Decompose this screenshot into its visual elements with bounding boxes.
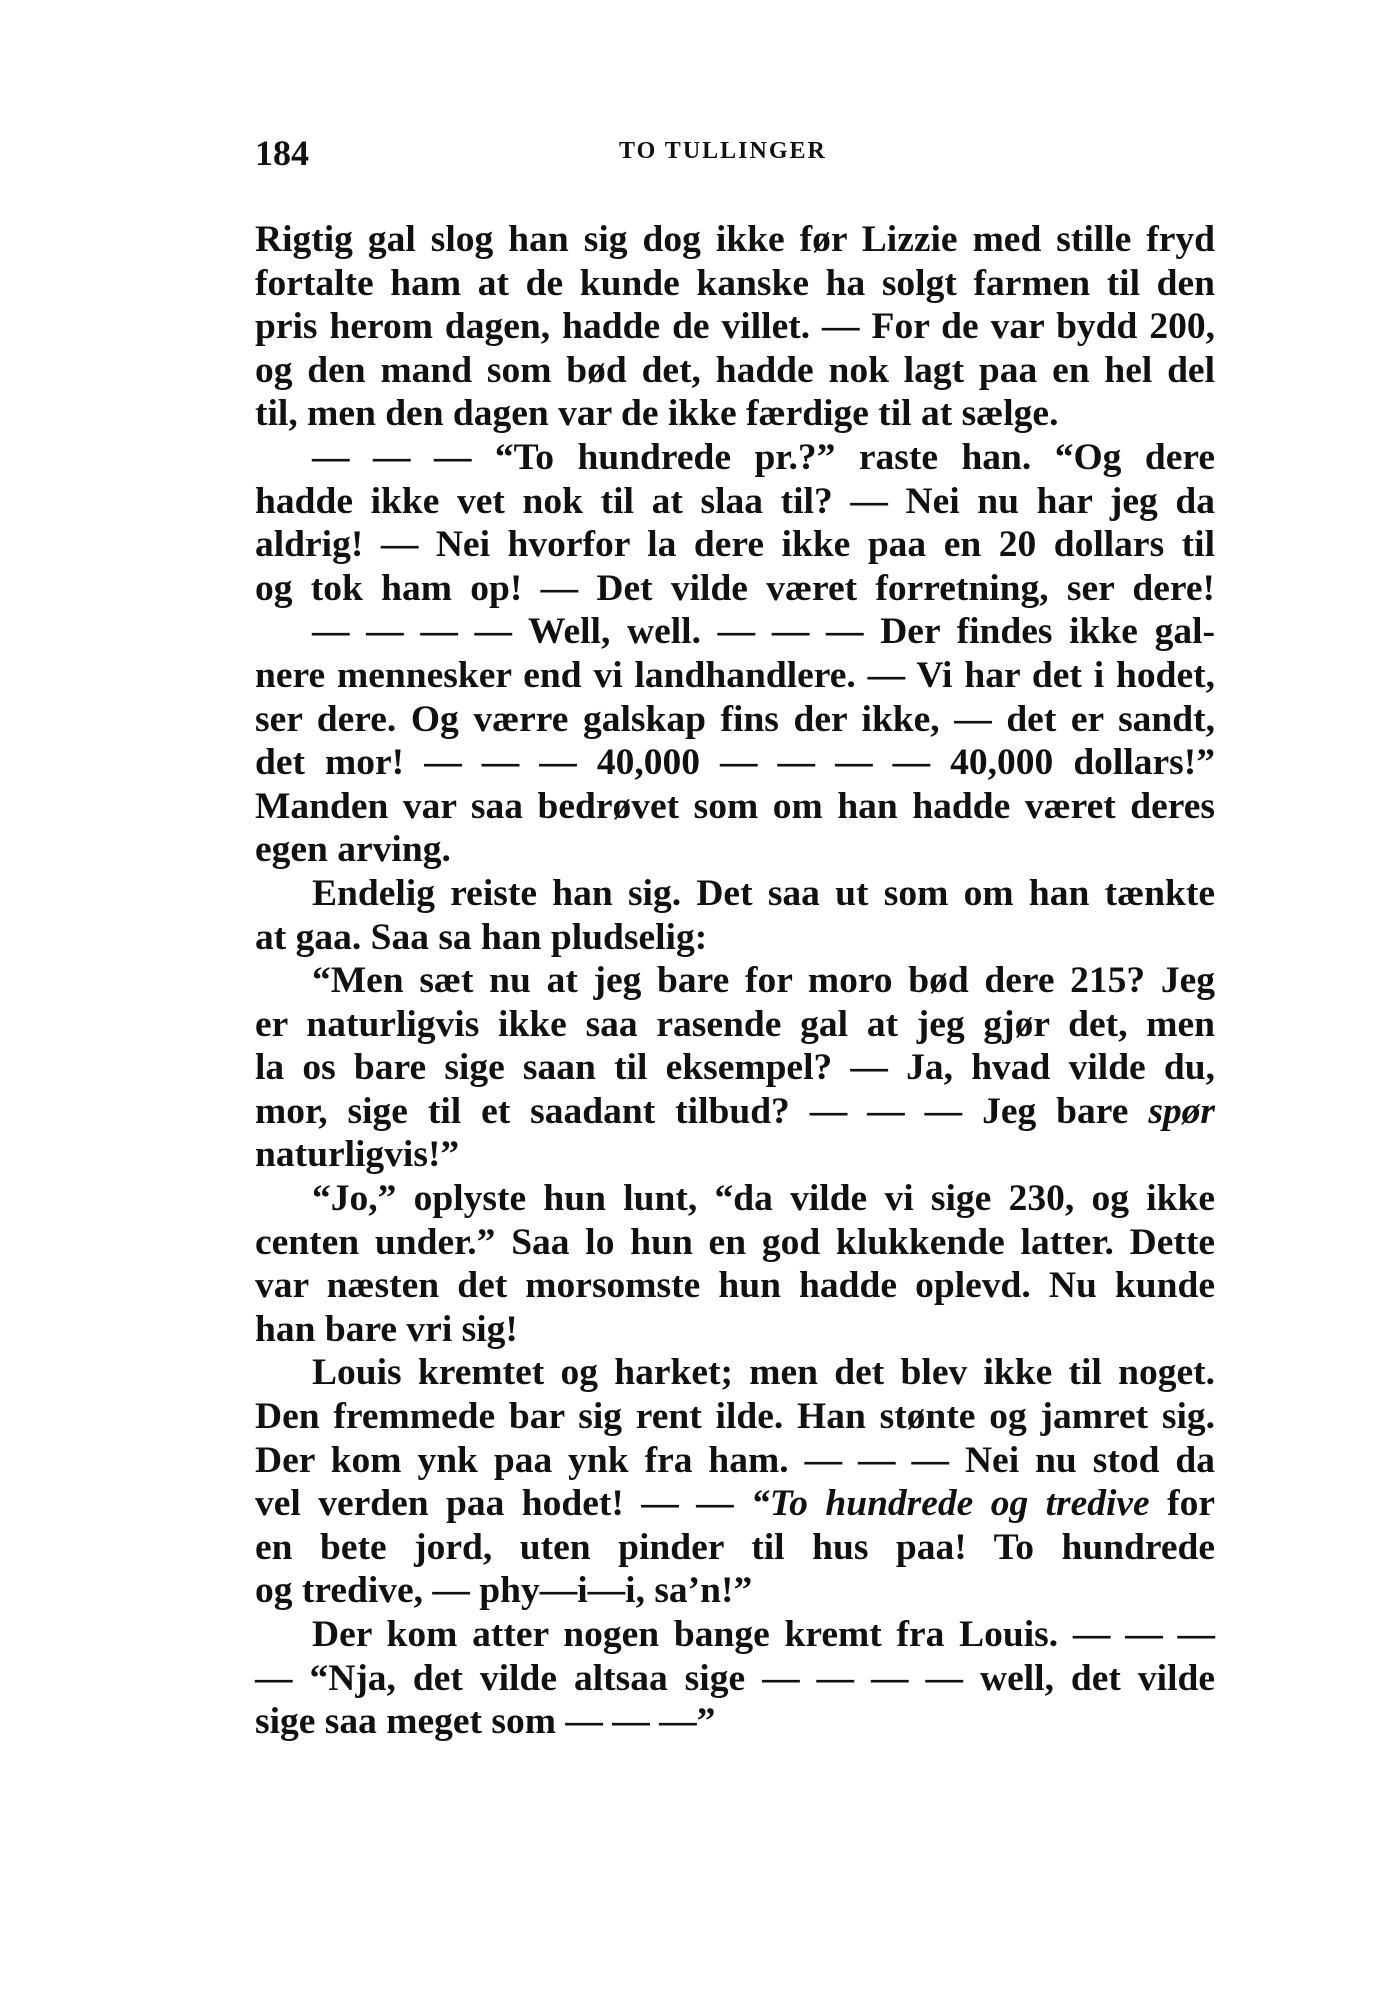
text-line (255, 1090, 1215, 1134)
text-line: at gaa. Saa sa han pludselig: (255, 916, 708, 958)
text-line: Der kom atter nogen bange kremt fra Louis. — — — (312, 1614, 1215, 1655)
text-segment: mor, sige til et saadant tilbud? — — — Jeg bare (255, 1090, 1149, 1132)
text-line: egen arving. (255, 829, 451, 871)
text-line: er naturligvis ikke saa rasende gal at jeg gjør det, men (255, 1003, 1215, 1045)
text-line: “Jo,” oplyste hun lunt, “da vilde vi sige 230, og ikke (312, 1178, 1215, 1220)
text-line: — “Nja, det vilde altsaa sige — — — — well, det vilde (255, 1657, 1215, 1699)
text-line: nere mennesker end vi landhandlere. — Vi har det i hodet, (255, 654, 1215, 696)
text-line: “Men sæt nu at jeg bare for moro bød dere 215? Jeg (312, 960, 1215, 1002)
text-line: en bete jord, uten pinder til hus paa! To hundrede (255, 1526, 1215, 1568)
text-line: til, men den dagen var de ikke færdige til at sælge. (255, 393, 1059, 435)
text-line: Endelig reiste han sig. Det saa ut som om han tænkte (312, 872, 1215, 914)
text-line: Manden var saa bedrøvet som om han hadde været deres (255, 785, 1215, 827)
page-number: 184 (255, 133, 309, 173)
text-line: hadde ikke vet nok til at slaa til? — Nei nu har jeg da (255, 480, 1215, 522)
text-line: centen under.” Saa lo hun en god klukkende latter. Dette (255, 1221, 1215, 1263)
text-line: ser dere. Og værre galskap fins der ikke, — det er sandt, (255, 698, 1215, 740)
text-line: aldrig! — Nei hvorfor la dere ikke paa en 20 dollars til (255, 524, 1215, 566)
text-line: og tok ham op! — Det vilde været forretning, ser dere! (255, 567, 1215, 609)
text-line: Louis kremtet og harket; men det blev ikke til noget. (312, 1352, 1215, 1394)
text-line: det mor! — — — 40,000 — — — — 40,000 dollars!” (255, 742, 1215, 784)
text-line: sige saa meget som — — —” (255, 1701, 716, 1743)
text-line: naturligvis!” (255, 1134, 460, 1176)
text-line: Rigtig gal slog han sig dog ikke før Lizzie med stille fryd (255, 219, 1215, 260)
text-line: han bare vri sig! (255, 1308, 518, 1350)
text-line (255, 1482, 1215, 1526)
book-page (255, 0, 1215, 1989)
text-line: — — — “To hundrede pr.?” raste han. “Og dere (312, 436, 1215, 478)
text-line: Den fremmede bar sig rent ilde. Han stønte og jamret sig. (255, 1396, 1215, 1438)
page-header (255, 132, 1215, 176)
text-segment: vel verden paa hodet! — — (255, 1483, 751, 1525)
text-line: la os bare sige saan til eksempel? — Ja, hvad vilde du, (255, 1047, 1215, 1089)
text-line: — — — — Well, well. — — — Der findes ikke gal- (312, 611, 1215, 653)
text-line: pris herom dagen, hadde de villet. — For de var bydd 200, (255, 306, 1215, 348)
text-line: Der kom ynk paa ynk fra ham. — — — Nei nu stod da (255, 1439, 1215, 1481)
text-segment: for (1149, 1483, 1215, 1525)
italic-phrase: “To hundrede og tredive (751, 1483, 1150, 1525)
text-line: fortalte ham at de kunde kanske ha solgt farmen til den (255, 262, 1215, 304)
text-line: og tredive, — phy—i—i, sa’n!” (255, 1570, 753, 1612)
text-line: var næsten det morsomste hun hadde oplevd. Nu kunde (255, 1265, 1215, 1307)
text-line: og den mand som bød det, hadde nok lagt paa en hel del (255, 349, 1215, 391)
italic-word: spør (1148, 1090, 1215, 1132)
running-head: TO TULLINGER (619, 138, 827, 164)
body-text (255, 218, 1215, 1744)
